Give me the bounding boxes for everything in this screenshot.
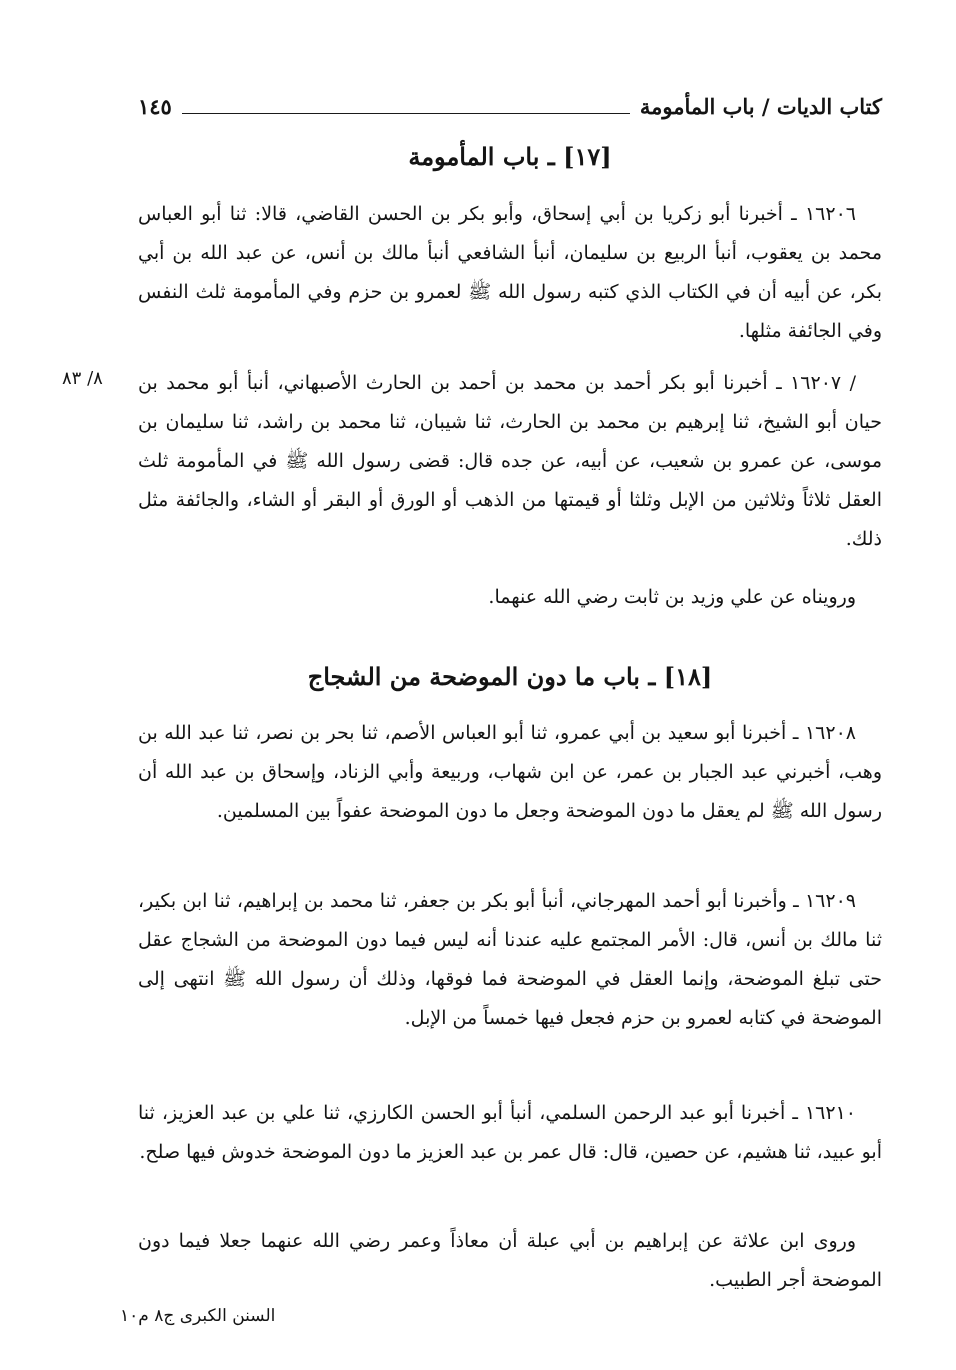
section-heading-18: [١٨] ـ باب ما دون الموضحة من الشجاج — [307, 662, 713, 691]
hadith-16208: ١٦٢٠٨ ـ أخبرنا أبو سعيد بن أبي عمرو، ثنا أبو العباس الأصم، ثنا بحر بن نصر، ثنا عبد الله بن وهب، أخبرني عبد الجبار بن عمر، عن ابن شهاب، وربيعة وأبي الزناد، وإسحاق بن عبد الله أن رسول الله ﷺ لم يعقل ما دون الموضحة وجعل ما دون الموضحة عفواً بين المسلمين. — [138, 722, 882, 822]
header-rule — [182, 113, 630, 114]
hadith-16207: / ١٦٢٠٧ ـ أخبرنا أبو بكر أحمد بن محمد بن أحمد بن الحارث الأصبهاني، أنبأ أبو محمد بن حيان أبو الشيخ، ثنا إبرهيم بن محمد بن الحارث، ثنا شيبان، ثنا محمد بن راشد، ثنا سليمان بن موسى، عن عمرو بن شعيب، عن أبيه، عن جده قال: قضى رسول الله ﷺ في المأمومة ثلث العقل ثلاثاً وثلاثين من الإبل وثلثا أو قيمتها من الذهب أو الورق أو البقر أو الشاء، والجائفة مثل ذلك. — [138, 372, 882, 550]
page-number: ١٤٥ — [138, 94, 172, 119]
margin-page-reference: ٨/ ٨٣ — [62, 368, 103, 389]
hadith-16210: ١٦٢١٠ ـ أخبرنا أبو عبد الرحمن السلمي، أنبأ أبو الحسن الكارزي، ثنا علي بن عبد العزيز، ثنا أبو عبيد، ثنا هشيم، عن حصين، قال: قال عمر بن عبد العزيز ما دون الموضحة خدوش فيها صلح. — [138, 1102, 882, 1163]
hadith-16206: ١٦٢٠٦ ـ أخبرنا أبو زكريا بن أبي إسحاق، وأبو بكر بن الحسن القاضي، قالا: ثنا أبو العباس محمد بن يعقوب، أنبأ الربيع بن سليمان، أنبأ الشافعي أنبأ مالك بن أنس، عن عبد الله بن أبي بكر، عن أبيه أن في الكتاب الذي كتبه رسول الله ﷺ لعمرو بن حزم وفي المأمومة ثلث النفس وفي الجائفة مثلها. — [138, 203, 882, 342]
narration-note-2: وروى ابن علاثة عن إبراهيم بن أبي عبلة أن معاذاً وعمر رضي الله عنهما جعلا فيما دون الموضحة أجر الطبيب. — [138, 1230, 882, 1291]
hadith-16209: ١٦٢٠٩ ـ وأخبرنا أبو أحمد المهرجاني، أنبأ أبو بكر بن جعفر، ثنا محمد بن إبراهيم، ثنا ابن بكير، ثنا مالك بن أنس، قال: الأمر المجتمع عليه عندنا أنه ليس فيما دون الموضحة من الشجاج عقل حتى تبلغ الموضحة، وإنما العقل في الموضحة فما فوقها، وذلك أن رسول الله ﷺ انتهى إلى الموضحة في كتابه لعمرو بن حزم فجعل فيها خمساً من الإبل. — [138, 890, 882, 1029]
running-header — [138, 86, 882, 120]
section-heading-17: [١٧] ـ باب المأمومة — [408, 142, 612, 171]
narration-note: ورويناه عن علي وزيد بن ثابت رضي الله عنهما. — [488, 586, 856, 608]
footer-signature: السنن الكبرى ج٨ م١٠ — [120, 1306, 276, 1326]
running-title: كتاب الديات / باب المأمومة — [639, 94, 882, 119]
